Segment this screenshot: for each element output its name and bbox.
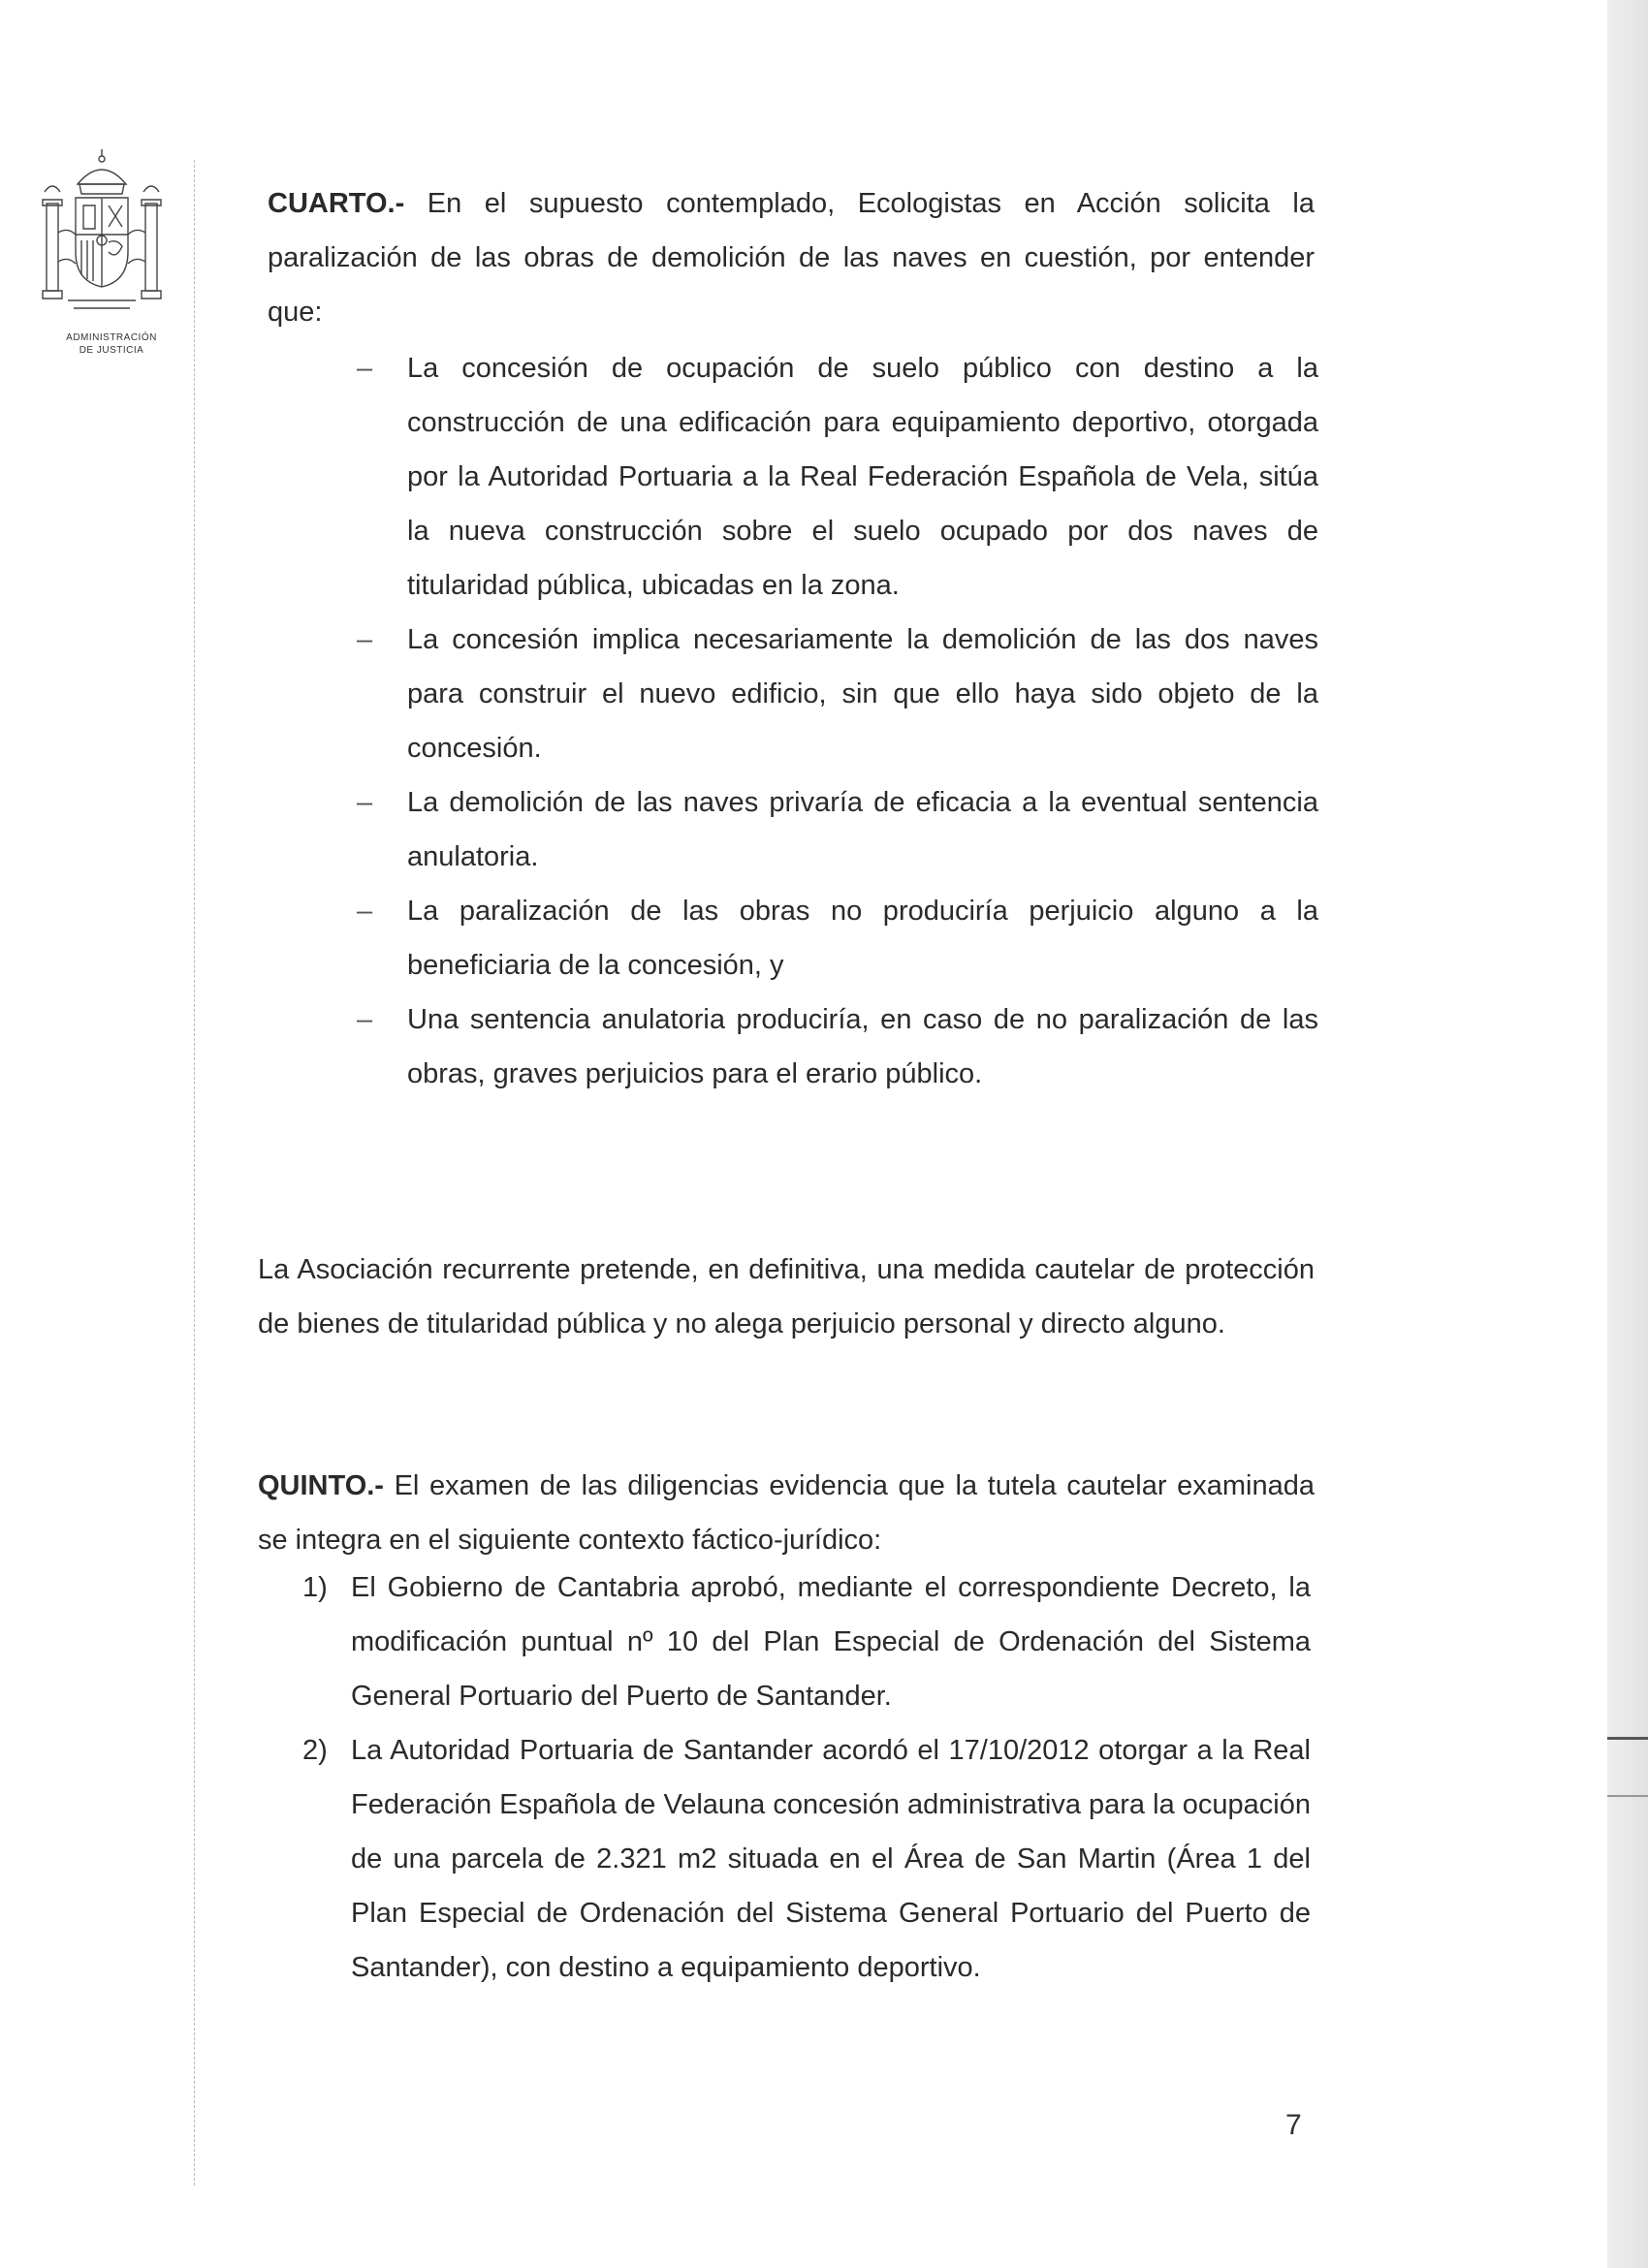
- bullet-dash: –: [357, 624, 373, 655]
- emblem-caption-line2: DE JUSTICIA: [79, 345, 144, 356]
- list-item: [357, 884, 1318, 992]
- list-item-text: El Gobierno de Cantabria aprobó, mediante el correspondiente Decreto, la modificación puntual nº 10 del Plan Especial de Ordenación del Sistema General Portuario del Puerto de Santander.: [351, 1572, 1311, 1712]
- paragraph-quinto: [258, 1459, 1315, 1567]
- emblem-caption: [39, 331, 184, 357]
- list-item-text: La Autoridad Portuaria de Santander acordó el 17/10/2012 otorgar a la Real Federación Española de Velauna concesión administrativa para la ocupación de una parcela de 2.321 m2 situada en el Área de San Martin (Área 1 del Plan Especial de Ordenación del Sistema General Portuario del Puerto de Santander), con destino a equipamiento deportivo.: [351, 1735, 1311, 1983]
- list-item: [357, 992, 1318, 1101]
- scan-edge-mark: [1607, 1737, 1648, 1740]
- list-item-number: 2): [302, 1735, 328, 1766]
- page-number: 7: [1285, 2109, 1302, 2141]
- list-item-text: La demolición de las naves privaría de eficacia a la eventual sentencia anulatoria.: [407, 787, 1318, 872]
- section-label-cuarto: CUARTO.-: [268, 188, 405, 219]
- list-item-text: La concesión de ocupación de suelo público con destino a la construcción de una edificación para equipamiento deportivo, otorgada por la Autoridad Portuaria a la Real Federación Española de Vela, sitúa la nueva construcción sobre el suelo ocupado por dos naves de titularidad pública, ubicadas en la zona.: [407, 353, 1318, 601]
- list-item-text: Una sentencia anulatoria produciría, en caso de no paralización de las obras, graves perjuicios para el erario público.: [407, 1004, 1318, 1089]
- margin-rule: [194, 160, 195, 2186]
- list-item-number: 1): [302, 1572, 328, 1603]
- list-item-text: La concesión implica necesariamente la demolición de las dos naves para construir el nuevo edificio, sin que ello haya sido objeto de la concesión.: [407, 624, 1318, 764]
- bullet-dash: –: [357, 787, 373, 818]
- section-label-quinto: QUINTO.-: [258, 1470, 384, 1501]
- scan-edge-shadow: [1607, 0, 1648, 2268]
- paragraph-asociacion: La Asociación recurrente pretende, en definitiva, una medida cautelar de protección de bienes de titularidad pública y no alega perjuicio personal y directo alguno.: [258, 1254, 1315, 1339]
- list-item: [357, 341, 1318, 613]
- bullet-dash: –: [357, 896, 373, 927]
- coat-of-arms-emblem: [39, 145, 165, 320]
- paragraph-cuarto-text: En el supuesto contemplado, Ecologistas en Acción solicita la paralización de las obras de demolición de las naves en cuestión, por entender que:: [268, 188, 1315, 328]
- list-item: [302, 1723, 1311, 1995]
- list-item: [357, 775, 1318, 884]
- cuarto-bullet-list: [357, 341, 1318, 1101]
- quinto-numbered-list: [302, 1560, 1311, 1995]
- bullet-dash: –: [357, 1004, 373, 1035]
- scan-edge-mark: [1607, 1795, 1648, 1797]
- list-item: [302, 1560, 1311, 1723]
- paragraph-cuarto: [268, 176, 1315, 339]
- emblem-caption-line1: ADMINISTRACIÓN: [66, 332, 157, 343]
- bullet-dash: –: [357, 353, 373, 384]
- list-item-text: La paralización de las obras no produciría perjuicio alguno a la beneficiaria de la concesión, y: [407, 896, 1318, 981]
- paragraph-quinto-text: El examen de las diligencias evidencia que la tutela cautelar examinada se integra en el siguiente contexto fáctico-jurídico:: [258, 1470, 1315, 1556]
- list-item: [357, 613, 1318, 775]
